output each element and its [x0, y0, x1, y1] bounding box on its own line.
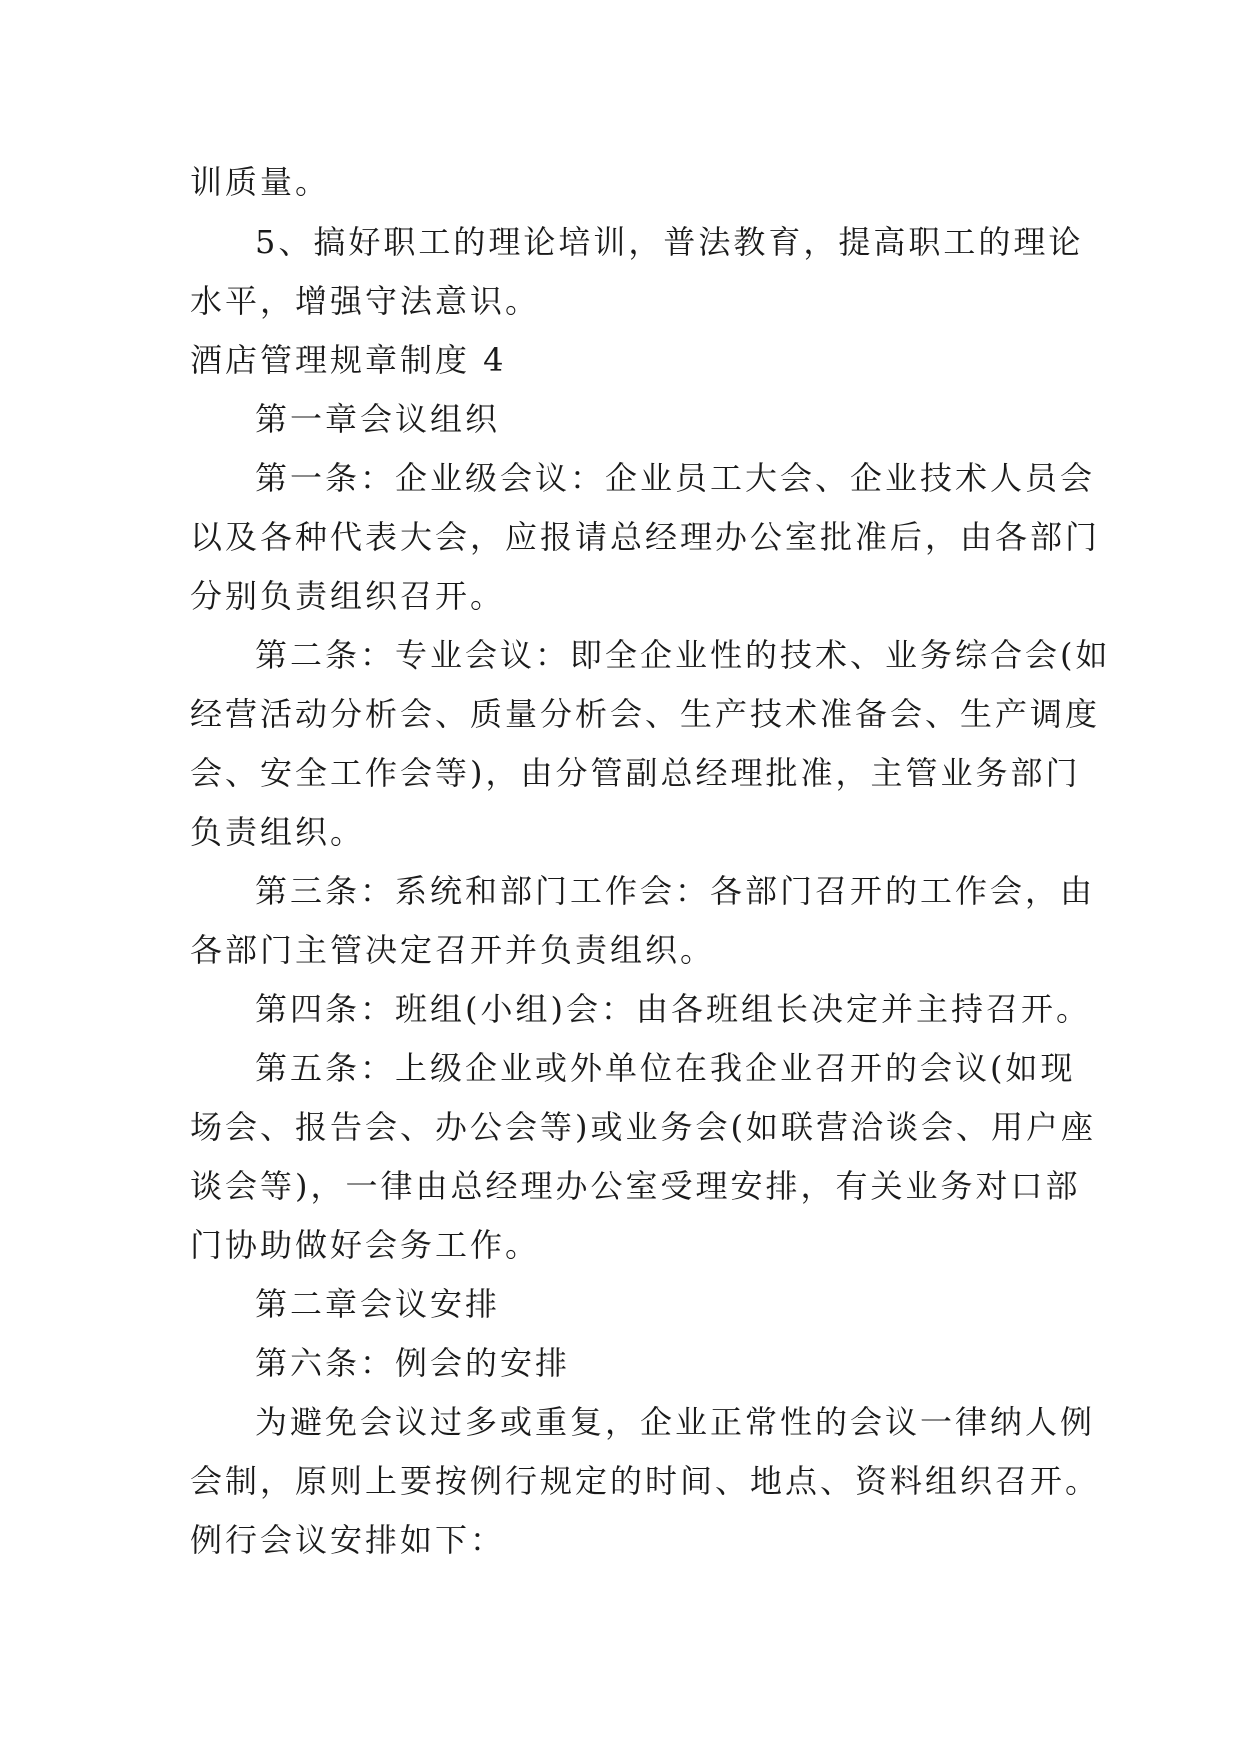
text-line: 训质量。: [190, 163, 331, 201]
chapter-heading: 第一章会议组织: [255, 400, 501, 438]
text-line: 各部门主管决定召开并负责组织。: [190, 931, 716, 969]
text-line: 门协助做好会务工作。: [190, 1226, 541, 1264]
text-line: 水平，增强守法意识。: [190, 282, 541, 320]
text-line: 以及各种代表大会，应报请总经理办公室批准后，由各部门: [190, 518, 1101, 556]
text-line: 经营活动分析会、质量分析会、生产技术准备会、生产调度: [190, 695, 1101, 733]
text-line: 第五条：上级企业或外单位在我企业召开的会议(如现: [255, 1049, 1076, 1087]
text-line: 会制，原则上要按例行规定的时间、地点、资料组织召开。: [190, 1462, 1101, 1500]
text-line: 第六条：例会的安排: [255, 1344, 571, 1382]
section-title: 酒店管理规章制度 4: [190, 341, 507, 379]
chapter-heading: 第二章会议安排: [255, 1285, 501, 1323]
text-line: 谈会等)，一律由总经理办公室受理安排，有关业务对口部: [190, 1167, 1081, 1205]
text-line: 第二条：专业会议：即全企业性的技术、业务综合会(如: [255, 636, 1111, 674]
text-line: 例行会议安排如下：: [190, 1521, 506, 1559]
text-line: 场会、报告会、办公会等)或业务会(如联营洽谈会、用户座: [190, 1108, 1096, 1146]
text-line: 5、搞好职工的理论培训，普法教育，提高职工的理论: [255, 223, 1084, 261]
text-line: 负责组织。: [190, 813, 366, 851]
text-line: 分别负责组织召开。: [190, 577, 506, 615]
text-line: 会、安全工作会等)，由分管副总经理批准，主管业务部门: [190, 754, 1081, 792]
text-line: 第一条：企业级会议：企业员工大会、企业技术人员会: [255, 459, 1096, 497]
text-line: 为避免会议过多或重复，企业正常性的会议一律纳人例: [255, 1403, 1096, 1441]
text-line: 第三条：系统和部门工作会：各部门召开的工作会，由: [255, 872, 1096, 910]
text-line: 第四条：班组(小组)会：由各班组长决定并主持召开。: [255, 990, 1091, 1028]
